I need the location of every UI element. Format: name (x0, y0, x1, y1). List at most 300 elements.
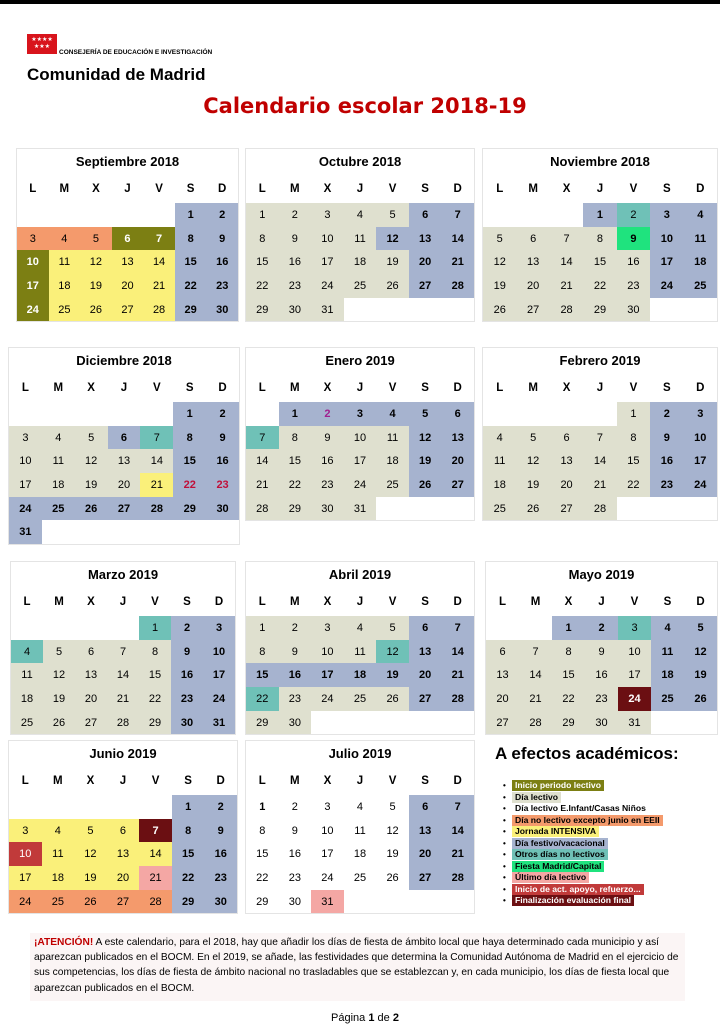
day-cell: 5 (516, 426, 549, 450)
day-cell: 27 (107, 890, 140, 914)
day-cell: 4 (483, 426, 516, 450)
day-cell: 9 (171, 640, 203, 664)
day-cell: 14 (550, 250, 583, 274)
weekday-label: X (323, 382, 332, 394)
day-cell: 13 (409, 227, 442, 251)
day-cell: 6 (409, 795, 442, 819)
day-cell: 17 (321, 848, 334, 861)
weekday-label: M (54, 596, 64, 608)
day-cell: 17 (311, 250, 344, 274)
day-cell: 5 (376, 616, 409, 640)
day-cell: 15 (246, 250, 279, 274)
day-cell: 23 (311, 473, 344, 497)
day-cell: 2 (617, 203, 650, 227)
day-cell: 8 (173, 426, 206, 450)
day-cell: 31 (311, 890, 344, 914)
legend-label: Día no lectivo excepto junio en EEII (512, 815, 663, 826)
weekday-label: J (119, 596, 127, 608)
day-cell: 25 (376, 473, 409, 497)
day-cell: 26 (516, 497, 549, 521)
day-cell: 19 (516, 473, 549, 497)
weekday-header (246, 767, 474, 795)
day-cell: 24 (203, 687, 235, 711)
day-cell: 14 (583, 449, 616, 473)
day-cell: 22 (583, 274, 616, 298)
bullet-icon: • (503, 861, 506, 871)
empty-day-cell (516, 203, 549, 227)
month-title: Junio 2019 (89, 746, 157, 761)
day-cell: 13 (75, 663, 107, 687)
weekday-label: X (323, 183, 332, 195)
day-cell: 25 (49, 298, 81, 322)
day-cell: 30 (204, 890, 237, 914)
weekday-label: D (216, 775, 225, 787)
month-calendar (16, 148, 239, 322)
day-cell: 10 (344, 426, 377, 450)
day-cell: 11 (344, 227, 377, 251)
day-cell: 22 (617, 473, 650, 497)
weekday-label: V (630, 596, 639, 608)
bullet-icon: • (503, 781, 506, 791)
day-cell: 27 (409, 866, 442, 890)
day-cell: 2 (279, 203, 312, 227)
weekday-label: S (421, 775, 429, 787)
day-cell: 15 (173, 449, 206, 473)
day-cell: 17 (9, 866, 42, 890)
weekday-label: M (528, 183, 538, 195)
bullet-icon: • (503, 850, 506, 860)
month-calendar (482, 347, 718, 521)
legend-item (503, 884, 715, 896)
weekday-header (246, 588, 474, 616)
day-cell: 12 (684, 640, 717, 664)
day-cell: 3 (9, 426, 42, 450)
day-cell: 19 (684, 663, 717, 687)
day-cell: 4 (344, 203, 377, 227)
day-cell: 15 (583, 250, 616, 274)
weekday-label: X (92, 183, 100, 195)
legend-item (503, 861, 715, 873)
day-cell: 15 (256, 848, 269, 861)
day-cell: 6 (75, 640, 107, 664)
day-cell: 19 (483, 274, 516, 298)
day-cell: 9 (617, 227, 650, 251)
day-cell: 10 (321, 824, 334, 837)
day-cell: 25 (344, 274, 377, 298)
day-cell: 20 (409, 663, 442, 687)
day-cell: 7 (519, 640, 552, 664)
weekday-label: M (290, 382, 300, 394)
weekday-label: V (629, 382, 638, 394)
day-cell: 10 (9, 842, 42, 866)
day-cell: 13 (486, 663, 519, 687)
day-cell: 3 (684, 402, 717, 426)
month-title: Abril 2019 (328, 567, 392, 582)
day-cell: 26 (483, 298, 516, 322)
day-cell: 21 (246, 473, 279, 497)
month-title: Octubre 2018 (318, 154, 402, 169)
month-title: Julio 2019 (328, 746, 392, 761)
month-title: Noviembre 2018 (550, 154, 650, 169)
day-cell: 24 (17, 298, 49, 322)
day-cell: 17 (618, 663, 651, 687)
day-cell: 7 (441, 203, 474, 227)
day-cell: 9 (206, 426, 239, 450)
top-border (0, 0, 720, 4)
day-cell: 8 (246, 640, 279, 664)
notice-box (30, 933, 685, 1001)
day-cell: 23 (288, 871, 301, 884)
day-cell: 13 (409, 640, 442, 664)
day-cell: 7 (583, 426, 616, 450)
weekday-label: V (153, 382, 161, 394)
day-cell: 6 (441, 402, 474, 426)
day-cell: 7 (140, 426, 173, 450)
day-cell: 25 (483, 497, 516, 521)
day-cell: 1 (172, 795, 205, 819)
day-cell: 25 (344, 687, 377, 711)
day-cell: 9 (311, 426, 344, 450)
day-cell: 16 (311, 449, 344, 473)
legend-label: Día lectivo E.Infant/Casas Niños (512, 803, 649, 814)
weekday-label: S (421, 596, 429, 608)
weekday-label: V (151, 596, 159, 608)
day-cell: 18 (651, 663, 684, 687)
weekday-label: J (596, 382, 604, 394)
day-cell: 20 (107, 866, 140, 890)
day-cell: 6 (108, 426, 141, 450)
bullet-icon: • (503, 827, 506, 837)
day-cell: 28 (107, 711, 139, 735)
day-cell: 11 (651, 640, 684, 664)
day-cell: 13 (441, 426, 474, 450)
page-footer (0, 1012, 720, 1024)
day-cell: 19 (75, 473, 108, 497)
day-cell: 6 (550, 426, 583, 450)
day-cell: 29 (173, 497, 206, 521)
day-cell: 30 (279, 298, 312, 322)
day-grid (246, 402, 474, 520)
day-cell: 8 (172, 819, 205, 843)
day-cell: 8 (552, 640, 585, 664)
day-cell: 17 (17, 274, 49, 298)
weekday-label: X (562, 183, 571, 195)
day-cell: 4 (42, 426, 75, 450)
day-cell: 6 (107, 819, 140, 843)
day-cell: 3 (311, 616, 344, 640)
day-cell: 31 (618, 711, 651, 735)
empty-day-cell (108, 402, 141, 426)
weekday-header (483, 374, 717, 402)
empty-day-cell (75, 402, 108, 426)
day-cell: 14 (519, 663, 552, 687)
month-calendar (485, 561, 718, 735)
day-cell: 11 (42, 842, 75, 866)
weekday-label: V (388, 596, 397, 608)
empty-day-cell (9, 402, 42, 426)
day-cell: 16 (279, 663, 312, 687)
weekday-label: J (356, 775, 364, 787)
weekday-label: L (496, 183, 504, 195)
empty-day-cell (143, 203, 175, 227)
day-cell: 12 (376, 227, 409, 251)
day-cell: 1 (139, 616, 171, 640)
footer-middle: de (374, 1012, 393, 1024)
weekday-label: J (596, 183, 604, 195)
day-grid (246, 616, 474, 734)
day-cell: 8 (583, 227, 616, 251)
empty-day-cell (583, 402, 616, 426)
day-cell: 29 (246, 298, 279, 322)
day-cell: 15 (279, 449, 312, 473)
day-cell: 24 (321, 871, 334, 884)
day-cell: 5 (43, 640, 75, 664)
day-cell: 2 (206, 402, 239, 426)
day-cell: 27 (108, 497, 141, 521)
notice-lead: ¡ATENCIÓN! (34, 937, 94, 948)
day-cell: 28 (143, 298, 175, 322)
weekday-label: J (356, 596, 364, 608)
day-cell: 17 (203, 663, 235, 687)
day-cell: 18 (42, 866, 75, 890)
weekday-header (11, 588, 235, 616)
day-cell: 7 (246, 426, 279, 450)
month-title: Febrero 2019 (559, 353, 641, 368)
weekday-label: D (453, 596, 462, 608)
day-cell: 28 (519, 711, 552, 735)
day-cell: 25 (11, 711, 43, 735)
month-calendar (8, 740, 238, 914)
madrid-flag-icon: ★★★★ ★★★ (27, 34, 57, 54)
empty-day-cell (9, 795, 42, 819)
day-cell: 4 (376, 402, 409, 426)
weekday-label: D (218, 183, 227, 195)
day-cell: 3 (618, 616, 651, 640)
day-cell: 5 (684, 616, 717, 640)
day-cell: 26 (74, 890, 107, 914)
legend-item (503, 803, 715, 815)
weekday-label: M (528, 382, 538, 394)
day-cell: 28 (441, 274, 474, 298)
day-cell: 3 (17, 227, 49, 251)
day-cell: 14 (140, 449, 173, 473)
day-cell: 23 (585, 687, 618, 711)
day-cell: 5 (389, 800, 396, 813)
day-cell: 15 (139, 663, 171, 687)
weekday-label: S (421, 183, 429, 195)
day-cell: 13 (516, 250, 549, 274)
day-cell: 27 (486, 711, 519, 735)
day-cell: 30 (617, 298, 650, 322)
legend-label: Otros días no lectivos (512, 849, 608, 860)
footer-total-pages: 2 (392, 1012, 399, 1024)
day-cell: 31 (311, 298, 344, 322)
legend-label: Inicio periodo lectivo (512, 780, 604, 791)
day-cell: 31 (203, 711, 235, 735)
day-cell: 13 (409, 819, 442, 843)
legend-label: Día lectivo (512, 792, 561, 803)
day-cell: 2 (311, 402, 344, 426)
day-cell: 11 (344, 640, 377, 664)
day-cell: 27 (550, 497, 583, 521)
day-cell: 20 (516, 274, 549, 298)
day-cell: 15 (172, 842, 205, 866)
day-grid (246, 795, 474, 913)
empty-day-cell (42, 402, 75, 426)
day-cell: 24 (9, 890, 42, 914)
day-grid (9, 402, 239, 544)
day-cell: 3 (324, 800, 331, 813)
day-cell: 16 (650, 449, 683, 473)
day-cell: 17 (650, 250, 683, 274)
weekday-label: D (453, 382, 462, 394)
legend-label: Último día lectivo (512, 872, 589, 883)
bullet-icon: • (503, 804, 506, 814)
day-cell: 8 (139, 640, 171, 664)
day-cell: 23 (204, 866, 237, 890)
weekday-label: X (87, 596, 95, 608)
day-cell: 10 (17, 250, 49, 274)
day-cell: 21 (519, 687, 552, 711)
day-cell: 12 (386, 824, 399, 837)
day-cell: 23 (650, 473, 683, 497)
day-cell: 9 (206, 227, 238, 251)
weekday-label: D (218, 382, 227, 394)
day-cell: 22 (246, 687, 279, 711)
day-cell: 18 (483, 473, 516, 497)
day-cell: 23 (279, 687, 312, 711)
day-cell: 16 (585, 663, 618, 687)
day-cell: 13 (108, 449, 141, 473)
weekday-label: J (598, 596, 605, 608)
empty-day-cell (112, 203, 144, 227)
day-cell: 27 (112, 298, 144, 322)
day-cell: 30 (279, 711, 312, 735)
empty-day-cell (43, 616, 75, 640)
day-cell: 5 (75, 426, 108, 450)
day-cell: 10 (618, 640, 651, 664)
day-cell: 12 (74, 842, 107, 866)
month-calendar (10, 561, 236, 735)
day-cell: 3 (9, 819, 42, 843)
weekday-label: M (290, 183, 300, 195)
day-cell: 19 (376, 250, 409, 274)
day-cell: 10 (650, 227, 683, 251)
day-cell: 3 (203, 616, 235, 640)
day-cell: 16 (288, 848, 301, 861)
day-cell: 25 (684, 274, 717, 298)
weekday-label: L (23, 596, 31, 608)
day-cell: 30 (206, 298, 238, 322)
month-title: Septiembre 2018 (75, 154, 180, 169)
day-cell: 9 (279, 227, 312, 251)
day-cell: 5 (74, 819, 107, 843)
legend-label: Finalización evaluación final (512, 895, 634, 906)
weekday-label: X (86, 775, 95, 787)
day-grid (246, 203, 474, 321)
month-calendar (245, 740, 475, 914)
day-cell: 27 (441, 473, 474, 497)
day-cell: 2 (291, 800, 298, 813)
day-cell: 24 (9, 497, 42, 521)
day-cell: 21 (550, 274, 583, 298)
empty-day-cell (550, 203, 583, 227)
day-cell: 27 (75, 711, 107, 735)
weekday-label: D (453, 775, 462, 787)
day-cell: 10 (311, 227, 344, 251)
weekday-label: S (184, 775, 192, 787)
day-cell: 18 (684, 250, 717, 274)
day-cell: 13 (112, 250, 144, 274)
day-cell: 20 (75, 687, 107, 711)
day-cell: 7 (441, 616, 474, 640)
day-cell: 22 (172, 866, 205, 890)
day-cell: 25 (651, 687, 684, 711)
day-cell: 20 (112, 274, 144, 298)
day-cell: 30 (171, 711, 203, 735)
day-cell: 21 (441, 842, 474, 866)
day-cell: 6 (409, 203, 442, 227)
day-cell: 27 (409, 274, 442, 298)
day-cell: 5 (409, 402, 442, 426)
legend-item (503, 792, 715, 804)
day-cell: 9 (650, 426, 683, 450)
weekday-label: J (356, 382, 364, 394)
day-cell: 8 (175, 227, 207, 251)
empty-day-cell (74, 795, 107, 819)
day-cell: 21 (140, 473, 173, 497)
day-grid (9, 795, 237, 913)
weekday-label: V (155, 183, 163, 195)
day-cell: 30 (585, 711, 618, 735)
bullet-icon: • (503, 838, 506, 848)
weekday-label: J (120, 382, 128, 394)
day-cell: 6 (486, 640, 519, 664)
day-cell: 23 (617, 274, 650, 298)
weekday-label: V (388, 775, 397, 787)
day-cell: 11 (354, 824, 366, 837)
empty-day-cell (17, 203, 49, 227)
day-cell: 28 (140, 497, 173, 521)
day-cell: 21 (441, 663, 474, 687)
day-cell: 1 (552, 616, 585, 640)
day-cell: 28 (441, 866, 474, 890)
weekday-label: S (186, 183, 195, 195)
day-cell: 12 (516, 449, 549, 473)
legend-label: Fiesta Madrid/Capital (512, 861, 604, 872)
footer-prefix: Página (331, 1012, 369, 1024)
organization-name: Comunidad de Madrid (27, 65, 206, 84)
day-cell: 9 (585, 640, 618, 664)
day-cell: 5 (483, 227, 516, 251)
day-cell: 14 (441, 227, 474, 251)
weekday-label: L (258, 596, 266, 608)
day-cell: 22 (173, 473, 206, 497)
day-cell: 17 (311, 663, 344, 687)
day-cell: 16 (204, 842, 237, 866)
day-cell: 4 (344, 616, 377, 640)
weekday-header (17, 175, 238, 203)
weekday-header (9, 374, 239, 402)
weekday-label: M (53, 775, 63, 787)
weekday-label: X (564, 596, 573, 608)
day-cell: 15 (617, 449, 650, 473)
day-cell: 28 (441, 687, 474, 711)
day-cell: 2 (585, 616, 618, 640)
day-cell: 4 (356, 800, 364, 813)
weekday-header (9, 767, 237, 795)
day-cell: 11 (42, 449, 75, 473)
